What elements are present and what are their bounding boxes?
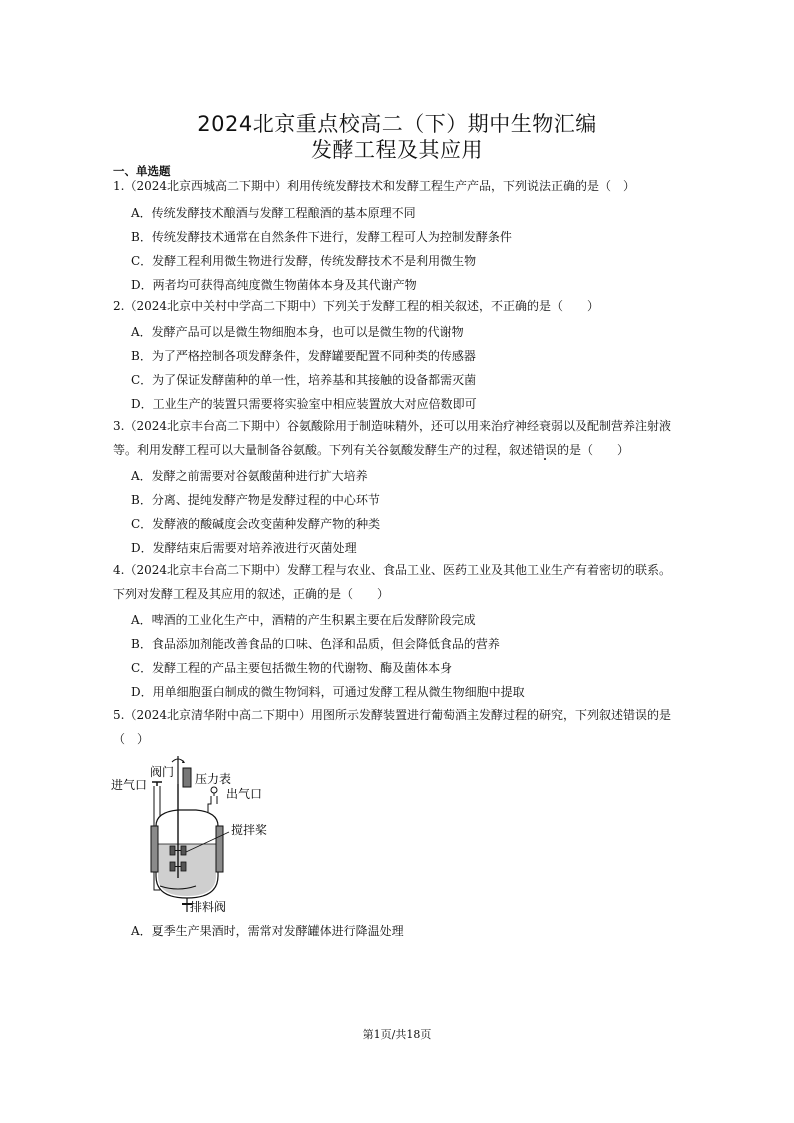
- question-1-option-a: A．传统发酵技术酿酒与发酵工程酿酒的基本原理不同: [131, 206, 416, 220]
- question-1-option-c: C．发酵工程利用微生物进行发酵，传统发酵技术不是利用微生物: [131, 254, 477, 268]
- question-4-stem-line1: 4.（2024北京丰台高二下期中）发酵工程与农业、食品工业、医药工业及其他工业生产有着密切的联系。: [113, 563, 671, 577]
- cooling-jacket-right: [216, 826, 223, 872]
- question-4-option-c: C．发酵工程的产品主要包括微生物的代谢物、酶及菌体本身: [131, 661, 453, 675]
- question-4-option-b: B．食品添加剂能改善食品的口味、色泽和品质，但会降低食品的营养: [131, 637, 500, 651]
- question-4-option-d: D．用单细胞蛋白制成的微生物饲料，可通过发酵工程从微生物细胞中提取: [131, 685, 525, 699]
- stirrer-label: 搅拌桨: [231, 823, 268, 837]
- air-inlet-valve-icon: [152, 782, 162, 786]
- question-2-option-d: D．工业生产的装置只需要将实验室中相应装置放大对应倍数即可: [131, 397, 477, 411]
- question-1-option-b: B．传统发酵技术通常在自然条件下进行，发酵工程可人为控制发酵条件: [131, 230, 512, 244]
- question-5-option-a: A．夏季生产果酒时，需常对发酵罐体进行降温处理: [131, 924, 404, 938]
- air-outlet-icon: [208, 787, 217, 812]
- fermenter-diagram: [108, 752, 288, 918]
- page-title: 2024北京重点校高二（下）期中生物汇编: [197, 112, 597, 136]
- question-5-stem-line1: 5.（2024北京清华附中高二下期中）用图所示发酵装置进行葡萄酒主发酵过程的研究，下列叙述错误的是: [113, 708, 671, 722]
- air-outlet-label: 出气口: [226, 787, 263, 801]
- question-3-option-a: A．发酵之前需要对谷氨酸菌种进行扩大培养: [131, 469, 368, 483]
- discharge-valve-label: 排料阀: [190, 900, 227, 914]
- question-3-stem-part1: 等。利用发酵工程可以大量制备谷氨酸。下列有关谷氨酸发酵生产的过程，叙述: [113, 443, 534, 457]
- question-3-stem-line2: [113, 438, 688, 462]
- question-3-option-c: C．发酵液的酸碱度会改变菌种发酵产物的种类: [131, 517, 381, 531]
- question-4-stem-line2: 下列对发酵工程及其应用的叙述，正确的是（ ）: [113, 587, 390, 601]
- page-subtitle: 发酵工程及其应用: [311, 138, 483, 162]
- question-5-stem-line2: （ ）: [113, 732, 150, 746]
- valve-label: 阀门: [150, 765, 175, 779]
- page-footer: 第1页/共18页: [362, 1028, 432, 1041]
- question-1-option-d: D．两者均可获得高纯度微生物菌体本身及其代谢产物: [131, 278, 417, 292]
- pressure-gauge-icon: [183, 768, 191, 787]
- question-3-stem-line1: 3.（2024北京丰台高二下期中）谷氨酸除用于制造味精外，还可以用来治疗神经衰弱以及配制营养注射液: [113, 419, 671, 433]
- question-2-option-c: C．为了保证发酵菌种的单一性，培养基和其接触的设备都需灭菌: [131, 373, 477, 387]
- question-4-option-a: A．啤酒的工业化生产中，酒精的产生积累主要在后发酵阶段完成: [131, 613, 476, 627]
- question-3-stem-part3: 的是（ ）: [557, 443, 630, 457]
- question-2-option-b: B．为了严格控制各项发酵条件，发酵罐要配置不同种类的传感器: [131, 349, 476, 363]
- pressure-gauge-label: 压力表: [195, 772, 232, 786]
- question-3-emphasis: 错误: [533, 443, 558, 457]
- question-3-option-b: B．分离、提纯发酵产物是发酵过程的中心环节: [131, 493, 380, 507]
- question-2-stem: 2.（2024北京中关村中学高二下期中）下列关于发酵工程的相关叙述，不正确的是（ ）: [113, 299, 599, 313]
- section-heading: 一、单选题: [113, 164, 171, 178]
- question-1-stem: 1.（2024北京西城高二下期中）利用传统发酵技术和发酵工程生产产品，下列说法正确的是（ ）: [113, 179, 635, 193]
- air-inlet-label: 进气口: [111, 778, 148, 792]
- question-2-option-a: A．发酵产品可以是微生物细胞本身，也可以是微生物的代谢物: [131, 325, 464, 339]
- cooling-jacket-left: [151, 826, 158, 872]
- question-3-option-d: D．发酵结束后需要对培养液进行灭菌处理: [131, 541, 357, 555]
